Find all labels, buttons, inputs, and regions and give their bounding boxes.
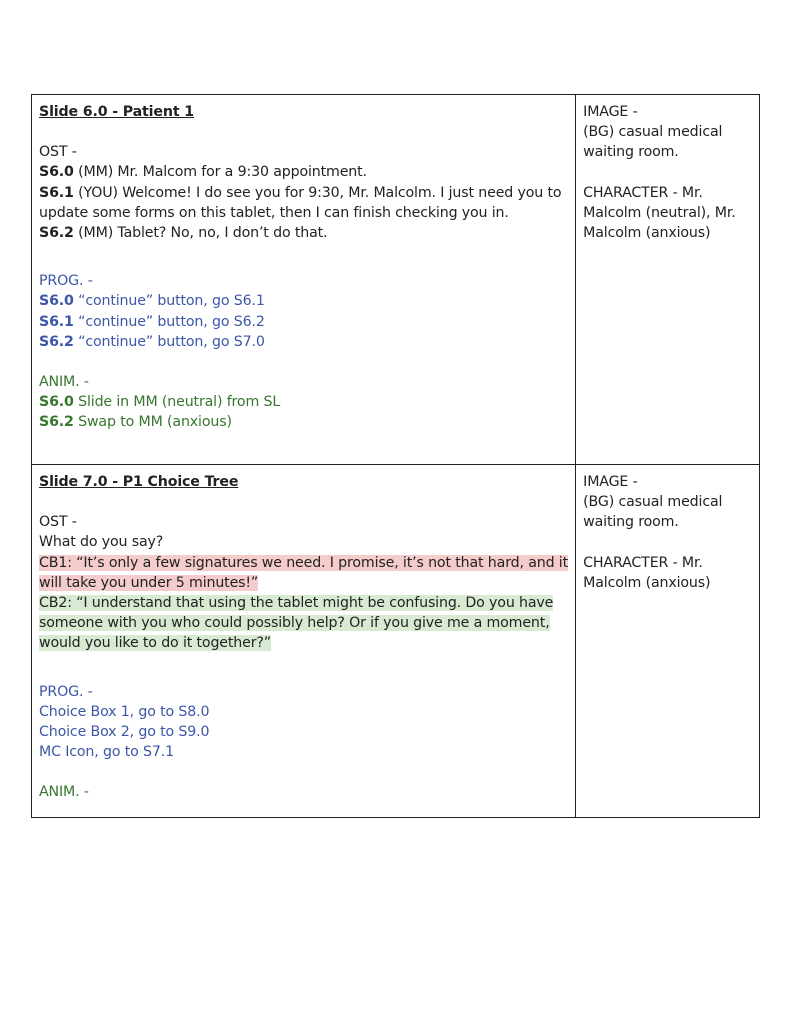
prog-tag: S6.1: [39, 313, 74, 330]
prog-line: [39, 312, 569, 332]
ost-line: [39, 183, 569, 223]
prog-line: [39, 291, 569, 311]
anim-label: ANIM. -: [39, 784, 89, 801]
slide-assets-cell: [576, 465, 760, 818]
prog-line: Choice Box 1, go to S8.0: [39, 703, 210, 720]
anim-tag: S6.0: [39, 394, 74, 411]
prog-line: [39, 332, 569, 352]
anim-label: ANIM. -: [39, 374, 89, 391]
slide-assets-cell: [576, 95, 760, 465]
ost-line: [39, 162, 569, 182]
prog-tag: S6.0: [39, 293, 74, 310]
ost-tag: S6.0: [39, 164, 74, 181]
ost-label: OST -: [39, 144, 77, 161]
slide-content-cell: [32, 465, 576, 818]
anim-line: [39, 412, 569, 432]
choice-box-2: [39, 593, 569, 654]
choice-box-2-text: CB2: “I understand that using the tablet might be confusing. Do you have someone with you who could possibly help? Or if you give me a moment, would you like to do it together?”: [39, 595, 554, 652]
ost-text: (MM) Tablet? No, no, I don’t do that.: [73, 225, 328, 242]
prog-line: MC Icon, go to S7.1: [39, 744, 175, 761]
slide-content-cell: [32, 95, 576, 465]
prog-tag: S6.2: [39, 333, 74, 350]
prog-label: PROG. -: [39, 273, 93, 290]
choice-box-1: [39, 553, 569, 593]
anim-text: Swap to MM (anxious): [73, 414, 232, 431]
image-text: (BG) casual medical waiting room.: [583, 124, 723, 161]
ost-text: (YOU) Welcome! I do see you for 9:30, Mr. Malcolm. I just need you to update some forms on this tablet, then I can finish checking you in.: [39, 184, 562, 221]
prog-line: Choice Box 2, go to S9.0: [39, 724, 210, 741]
ost-text: (MM) Mr. Malcom for a 9:30 appointment.: [73, 164, 367, 181]
image-label: IMAGE -: [583, 104, 638, 120]
anim-line: [39, 392, 569, 412]
image-label: IMAGE -: [583, 474, 638, 490]
ost-tag: S6.1: [39, 184, 74, 201]
image-text: (BG) casual medical waiting room.: [583, 494, 723, 531]
slide-title: Slide 6.0 - Patient 1: [39, 104, 194, 120]
ost-question: What do you say?: [39, 534, 164, 551]
prog-label: PROG. -: [39, 683, 93, 700]
ost-label: OST -: [39, 514, 77, 531]
anim-text: Slide in MM (neutral) from SL: [73, 394, 281, 411]
character-text: CHARACTER - Mr. Malcolm (neutral), Mr. Malcolm (anxious): [583, 184, 736, 242]
storyboard-table: [31, 94, 760, 818]
prog-text: “continue” button, go S7.0: [73, 333, 265, 350]
slide-title: Slide 7.0 - P1 Choice Tree: [39, 474, 239, 490]
slide-row: [32, 95, 760, 465]
choice-box-1-text: CB1: “It’s only a few signatures we need. I promise, it’s not that hard, and it will take you under 5 minutes!”: [39, 554, 569, 591]
prog-text: “continue” button, go S6.2: [73, 313, 265, 330]
slide-row: [32, 465, 760, 818]
ost-tag: S6.2: [39, 225, 74, 242]
prog-text: “continue” button, go S6.1: [73, 293, 265, 310]
anim-tag: S6.2: [39, 414, 74, 431]
character-text: CHARACTER - Mr. Malcolm (anxious): [583, 554, 711, 591]
ost-line: [39, 223, 569, 243]
